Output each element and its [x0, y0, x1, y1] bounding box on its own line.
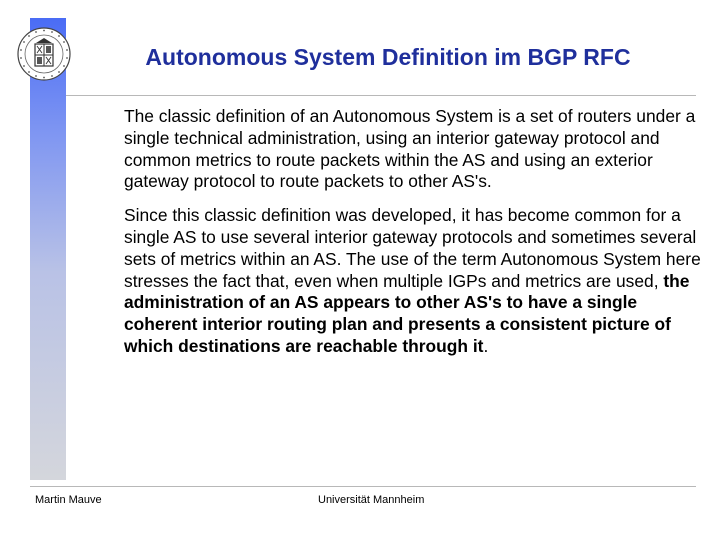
decorative-sidebar: [30, 18, 66, 480]
footer-divider: [30, 486, 696, 487]
slide-title: Autonomous System Definition im BGP RFC: [145, 44, 631, 70]
definition-paragraph: The classic definition of an Autonomous System is a set of routers under a single technical administration, using an interior gateway protocol and common metrics to route packets within the AS and using an exterior gateway protocol to route packets to other AS's.: [124, 106, 696, 192]
slide-body: [124, 106, 704, 370]
university-seal-icon: [16, 26, 72, 82]
footer-institution: Universität Mannheim: [318, 494, 425, 506]
footer-author: Martin Mauve: [35, 494, 102, 506]
paragraph-end: .: [483, 335, 489, 356]
emphasized-text: the administration of an AS appears to other AS's to have a single coherent interior routing plan and presents a consistent picture of which destinations are reachable through it: [124, 270, 690, 356]
title-divider: [66, 95, 696, 96]
explanation-paragraph: [124, 205, 704, 358]
explanation-text: Since this classic definition was developed, it has become common for a single AS to use several interior gateway protocols and sometimes several sets of metrics within an AS. The use of the term Autonomous System here stresses the fact that, even when multiple IGPs and metrics are used,: [124, 205, 701, 291]
